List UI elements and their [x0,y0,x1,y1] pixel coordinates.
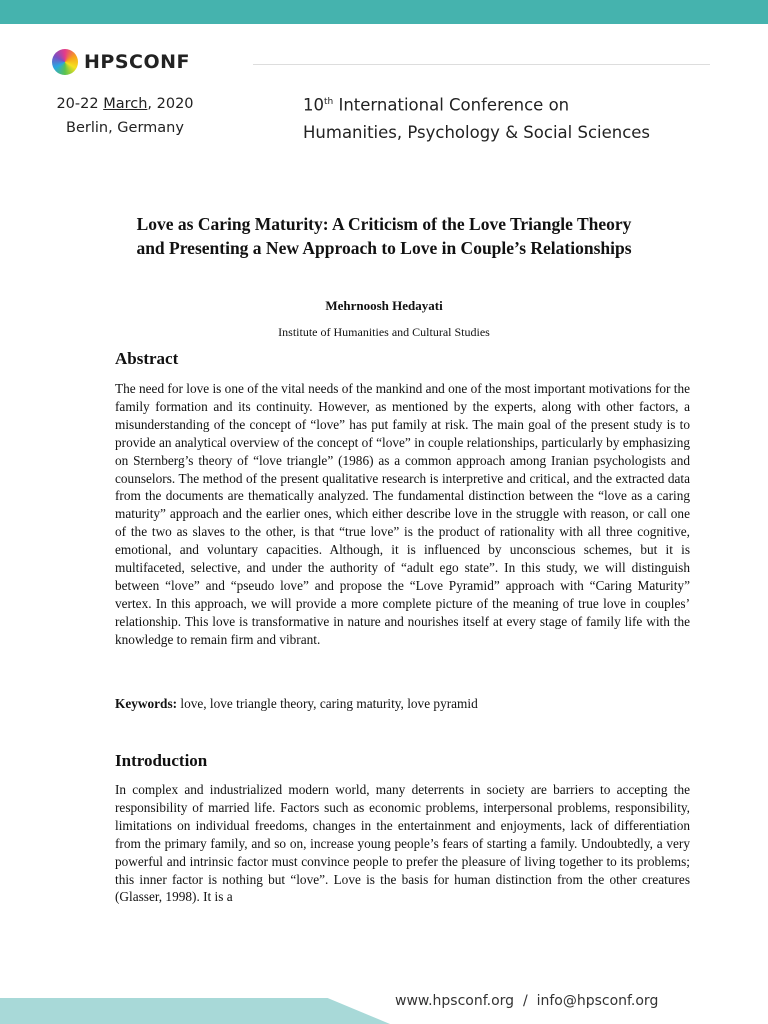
introduction-text: In complex and industrialized modern world, many deterrents in society are barriers to accepting the responsibility of married life. Factors such as economic problems, interpersonal problems, responsibility, limitations on individual freedoms, changes in the entertainment and enjoyments, lack of differentiation from the primary family, and so on, increase young people’s fears of starting a family. Undoubtedly, a very powerful and intrinsic factor must convince people to prefer the pleasure of living together to its problems; this inner factor is nothing but “love”. Love is the basis for human distinction from the other creatures (Glasser, 1998). It is a [115,782,690,905]
top-accent-bar [0,0,768,24]
keywords-label: Keywords: [115,696,178,711]
header-divider [253,64,710,65]
flower-logo-icon [52,49,78,75]
author: Mehrnoosh Hedayati [325,298,443,313]
keywords-list: love, love triangle theory, caring maturity, love pyramid [177,696,478,711]
abstract-text: The need for love is one of the vital needs of the mankind and one of the most important motivations for the family formation and its continuity. However, as mentioned by the experts, along with other factors, a misunderstanding of the concept of “love” has put family at risk. The main goal of the present study is to provide an analytical overview of the concept of “love” in couple relationships, particularly by emphasizing on Sternberg’s theory of “love triangle” (1986) as a common approach among Iranian psychologists and counselors. The method of the present qualitative research is interpretive and critical, and the extracted data from the documents are thematically analyzed. The fundamental distinction between the “love as a caring maturity” approach and the earlier ones, which either describe love in the struggle with reason, or call one of the two as slaves to the other, is that “true love” is the product of rationality with all three cognitive, emotional, and voluntary capacities. Although, it is influenced by unconscious schemes, but it is multifaceted, selective, and under the authority of “adult ego state”. In this study, we will distinguish between “love” and “pseudo love” and propose the “Love Pyramid” approach with “Caring Maturity” vertex. In this approach, we will provide a more complete picture of the meaning of true love in couples’ relationship. This love is transformative in nature and nourishes itself at every stage of family life with the knowledge to remain firm and vibrant. [115,381,690,647]
email-link[interactable]: info@hpsconf.org [536,993,659,1009]
location: Berlin, Germany [66,120,184,136]
abstract-heading: Abstract [115,349,179,368]
date-suffix: , 2020 [147,96,194,112]
separator: / [522,993,528,1009]
paper-title [60,212,708,260]
date-prefix: 20-22 [56,96,104,112]
conference-name [303,89,650,146]
date-month: March [103,96,148,112]
website-link[interactable]: www.hpsconf.org [395,993,515,1009]
title-line1: Love as Caring Maturity: A Criticism of the Love Triangle Theory [136,214,632,234]
conf-line2: Humanities, Psychology & Social Sciences [303,122,651,142]
introduction-heading: Introduction [115,751,208,770]
logo-text: HPSCONF [84,51,190,73]
title-line2: and Presenting a New Approach to Love in Couple’s Relationships [136,238,632,258]
conf-number: 10 [303,95,324,115]
affiliation: Institute of Humanities and Cultural Studies [278,325,490,339]
footer-accent-shape [0,998,390,1024]
keywords [115,695,690,713]
hpsconf-logo [52,49,190,75]
conf-line1: International Conference on [333,95,570,115]
conf-ordinal: th [324,97,334,107]
footer-links [395,993,658,1009]
conference-date-location [40,92,210,140]
